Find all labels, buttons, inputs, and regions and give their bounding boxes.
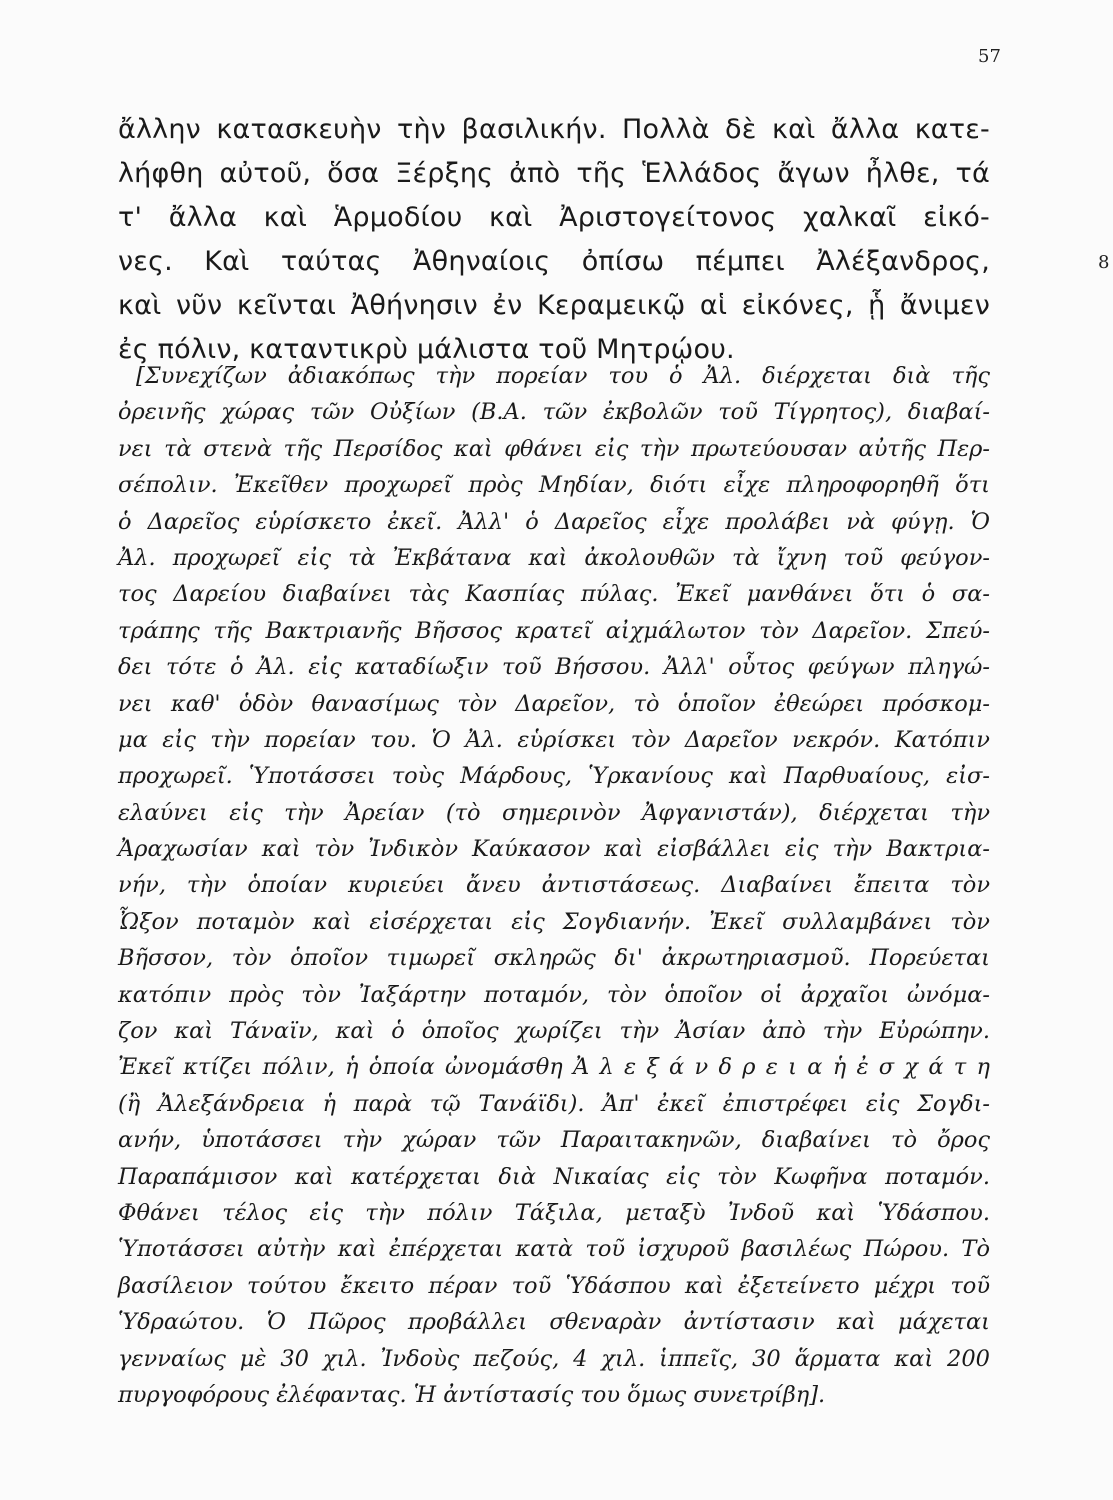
commentary-line: ὀρεινῆς χώρας τῶν Οὐξίων (Β.Α. τῶν ἐκβολῶν τοῦ Τίγρητος), διαβαί-	[118, 399, 990, 426]
commentary-line: τράπης τῆς Βακτριανῆς Βῆσσος κρατεῖ αἰχμάλωτον τὸν Δαρεῖον. Σπεύ-	[118, 617, 990, 644]
commentary-line: Ἀραχωσίαν καὶ τὸν Ἰνδικὸν Καύκασον καὶ εἰσβάλλει εἰς τὴν Βακτρια-	[118, 836, 990, 863]
text-line: τ' ἄλλα καὶ Ἁρμοδίου καὶ Ἀριστογείτονος χαλκαῖ εἰκό-	[118, 202, 990, 233]
commentary-line: Ὑποτάσσει αὐτὴν καὶ ἐπέρχεται κατὰ τοῦ ἰσχυροῦ βασιλέως Πώρου. Τὸ	[118, 1236, 990, 1263]
commentary-line: νήν, τὴν ὁποίαν κυριεύει ἄνευ ἀντιστάσεως. Διαβαίνει ἔπειτα τὸν	[118, 872, 990, 899]
commentary-line: Βῆσσον, τὸν ὁποῖον τιμωρεῖ σκληρῶς δι' ἀκρωτηριασμοῦ. Πορεύεται	[118, 945, 990, 972]
page-number: 57	[978, 46, 1001, 67]
commentary-line: κατόπιν πρὸς τὸν Ἰαξάρτην ποταμόν, τὸν ὁποῖον οἱ ἀρχαῖοι ὠνόμα-	[118, 981, 990, 1008]
commentary-line: σέπολιν. Ἐκεῖθεν προχωρεῖ πρὸς Μηδίαν, διότι εἶχε πληροφορηθῆ ὅτι	[118, 472, 990, 499]
commentary-line: Ἀλ. προχωρεῖ εἰς τὰ Ἐκβάτανα καὶ ἀκολουθῶν τὰ ἴχνη τοῦ φεύγον-	[118, 544, 990, 571]
commentary-line: (ἢ Ἀλεξάνδρεια ἡ παρὰ τῷ Τανάϊδι). Ἀπ' ἐκεῖ ἐπιστρέφει εἰς Σογδι-	[118, 1090, 990, 1117]
commentary-line: Φθάνει τέλος εἰς τὴν πόλιν Τάξιλα, μεταξὺ Ἰνδοῦ καὶ Ὑδάσπου.	[118, 1199, 990, 1226]
commentary-line: ανήν, ὑποτάσσει τὴν χώραν τῶν Παραιτακηνῶν, διαβαίνει τὸ ὄρος	[118, 1127, 990, 1154]
commentary-line: πυργοφόρους ἐλέφαντας. Ἡ ἀντίστασίς του ὅμως συνετρίβη].	[118, 1381, 826, 1408]
commentary-line: νει τὰ στενὰ τῆς Περσίδος καὶ φθάνει εἰς τὴν πρωτεύουσαν αὐτῆς Περ-	[118, 435, 990, 462]
text-line: καὶ νῦν κεῖνται Ἀθήνησιν ἐν Κεραμεικῷ αἱ εἰκόνες, ᾗ ἄνιμεν	[118, 290, 990, 321]
text-line: ἄλλην κατασκευὴν τὴν βασιλικήν. Πολλὰ δὲ καὶ ἄλλα κατε-	[118, 114, 990, 145]
commentary-line: γενναίως μὲ 30 χιλ. Ἰνδοὺς πεζούς, 4 χιλ. ἱππεῖς, 30 ἅρματα καὶ 200	[118, 1345, 990, 1372]
text-line: ἐς πόλιν, καταντικρὺ μάλιστα τοῦ Μητρῴου.	[118, 334, 735, 365]
commentary-line: ελαύνει εἰς τὴν Ἀρείαν (τὸ σημερινὸν Ἀφγανιστάν), διέρχεται τὴν	[118, 799, 990, 826]
commentary-line: ὁ Δαρεῖος εὑρίσκετο ἐκεῖ. Ἀλλ' ὁ Δαρεῖος εἶχε προλάβει νὰ φύγῃ. Ὁ	[118, 508, 990, 535]
commentary-line: νει καθ' ὁδὸν θανασίμως τὸν Δαρεῖον, τὸ ὁποῖον ἐθεώρει πρόσκομ-	[118, 690, 990, 717]
commentary-line: βασίλειον τούτου ἔκειτο πέραν τοῦ Ὑδάσπου καὶ ἐξετείνετο μέχρι τοῦ	[118, 1272, 990, 1299]
commentary-line: Ὦξον ποταμὸν καὶ εἰσέρχεται εἰς Σογδιανήν. Ἐκεῖ συλλαμβάνει τὸν	[118, 908, 990, 935]
commentary-line: μα εἰς τὴν πορείαν του. Ὁ Ἀλ. εὑρίσκει τὸν Δαρεῖον νεκρόν. Κατόπιν	[118, 726, 990, 753]
commentary-block	[118, 358, 990, 1413]
commentary-line: τος Δαρείου διαβαίνει τὰς Κασπίας πύλας. Ἐκεῖ μανθάνει ὅτι ὁ σα-	[118, 581, 990, 608]
commentary-line: Παραπάμισον καὶ κατέρχεται διὰ Νικαίας εἰς τὸν Κωφῆνα ποταμόν.	[118, 1163, 990, 1190]
commentary-line: [Συνεχίζων ἀδιακόπως τὴν πορείαν του ὁ Ἀλ. διέρχεται διὰ τῆς	[136, 363, 990, 389]
commentary-line: Ἐκεῖ κτίζει πόλιν, ἡ ὁποία ὠνομάσθη Ἀ λ ε ξ ά ν δ ρ ε ι α ἡ ἐ σ χ ά τ η	[118, 1054, 990, 1081]
text-line: λήφθη αὐτοῦ, ὅσα Ξέρξης ἀπὸ τῆς Ἑλλάδος ἄγων ἦλθε, τά	[118, 158, 990, 189]
text-line: νες. Καὶ ταύτας Ἀθηναίοις ὀπίσω πέμπει Ἀλέξανδρος,	[118, 246, 990, 277]
quoted-text-block	[118, 108, 990, 372]
margin-line-number: 8	[1098, 252, 1110, 273]
commentary-line: ζον καὶ Τάναϊν, καὶ ὁ ὁποῖος χωρίζει τὴν Ἀσίαν ἀπὸ τὴν Εὐρώπην.	[118, 1018, 990, 1045]
commentary-line: δει τότε ὁ Ἀλ. εἰς καταδίωξιν τοῦ Βήσσου. Ἀλλ' οὗτος φεύγων πληγώ-	[118, 654, 990, 681]
commentary-line: Ὑδραώτου. Ὁ Πῶρος προβάλλει σθεναρὰν ἀντίστασιν καὶ μάχεται	[118, 1309, 990, 1336]
commentary-line: προχωρεῖ. Ὑποτάσσει τοὺς Μάρδους, Ὑρκανίους καὶ Παρθυαίους, εἰσ-	[118, 763, 990, 790]
